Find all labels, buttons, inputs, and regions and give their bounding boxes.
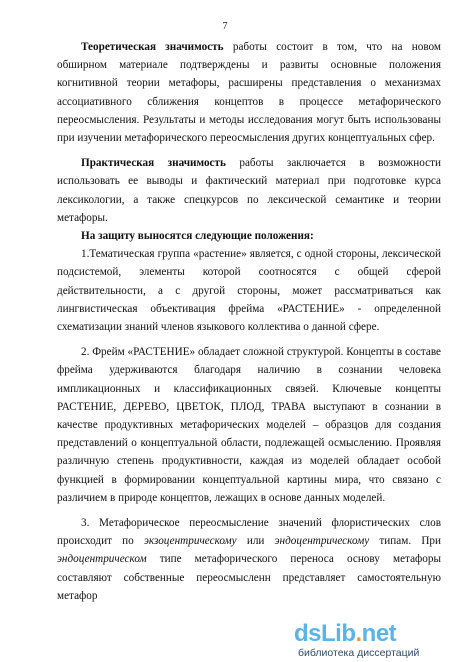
point-3-text: типе метафорического переноса основу метафоры составляют собственные переосмысленн xyxy=(57,553,441,584)
point-3-text: представляет самостоятельную метафор xyxy=(57,571,441,602)
paragraph-practical-significance xyxy=(57,154,441,227)
term-theoretical-significance: Теоретическая значимость xyxy=(81,41,224,53)
logo-tld: net xyxy=(361,620,397,647)
term-endocentric-type: эндоцентрическом xyxy=(57,553,147,566)
paragraph-theoretical-significance xyxy=(57,38,441,147)
point-3 xyxy=(57,514,441,605)
term-exocentric: экзоцентрическому xyxy=(143,535,237,548)
point-3-text: типам. При xyxy=(369,535,441,548)
logo-main: dsLib xyxy=(294,620,356,647)
point-1: 1.Тематическая группа «растение» является, с одной стороны, лексической подсистемой, элементы которой соотносятся с общей сферой действительности, а с другой стороны, может рассматриваться как лингвистическая объективация фрейма «РАСТЕНИЕ» - определенной схематизации знаний членов языкового коллектива о данной сфере. xyxy=(57,248,441,334)
paragraph-text: работы заключается в возможности использовать ее выводы и фактический материал при подготовке курса лексикологии, а также спецкурсов по лексической семантике и теории метафоры. xyxy=(57,157,441,224)
paragraph-text: работы состоит в том, что на новом обширном материале подтверждены и развиты основные положения когнитивной теории метафоры, расширены представления о механизмах ассоциативного сближения концептов в процессе метафорического переосмысления. Результаты и методы исследования могут быть использованы при изучении метафорического переосмысления других концептуальных сфер. xyxy=(57,41,441,145)
dslib-logo xyxy=(294,620,396,648)
logo-dot: . xyxy=(355,620,362,647)
watermark-subtitle: библиотека диссертаций xyxy=(298,647,420,659)
point-3-text: 3. Метафорическое переосмысление значений флористических слов происходит по xyxy=(57,517,441,548)
point-2: 2. Фрейм «РАСТЕНИЕ» обладает сложной структурой. Концепты в составе фрейма удерживаются благодаря наличию в сознании человека импликационных и классификационных связей. Ключевые концепты РАСТЕНИЕ, ДЕРЕВО, ЦВЕТОК, ПЛОД, ТРАВА выступают в сознании в качестве продуктивных метафорических моделей – образцов для создания представлений о концептуальной области, подлежащей осмыслению. Проявляя различную степень продуктивности, каждая из моделей обладает особой функцией в формировании концептуальной картины мира, что связано с различием в природе концептов, лежащих в основе данных моделей. xyxy=(57,346,441,504)
term-endocentric: эндоцентрическому xyxy=(274,535,370,548)
point-3-text: или xyxy=(236,535,275,548)
dslib-watermark xyxy=(294,620,444,660)
page-number: 7 xyxy=(222,21,228,32)
term-practical-significance: Практическая значимость xyxy=(81,157,226,170)
defense-points-heading: На защиту выносятся следующие положения: xyxy=(81,230,314,243)
document-body xyxy=(57,38,441,605)
